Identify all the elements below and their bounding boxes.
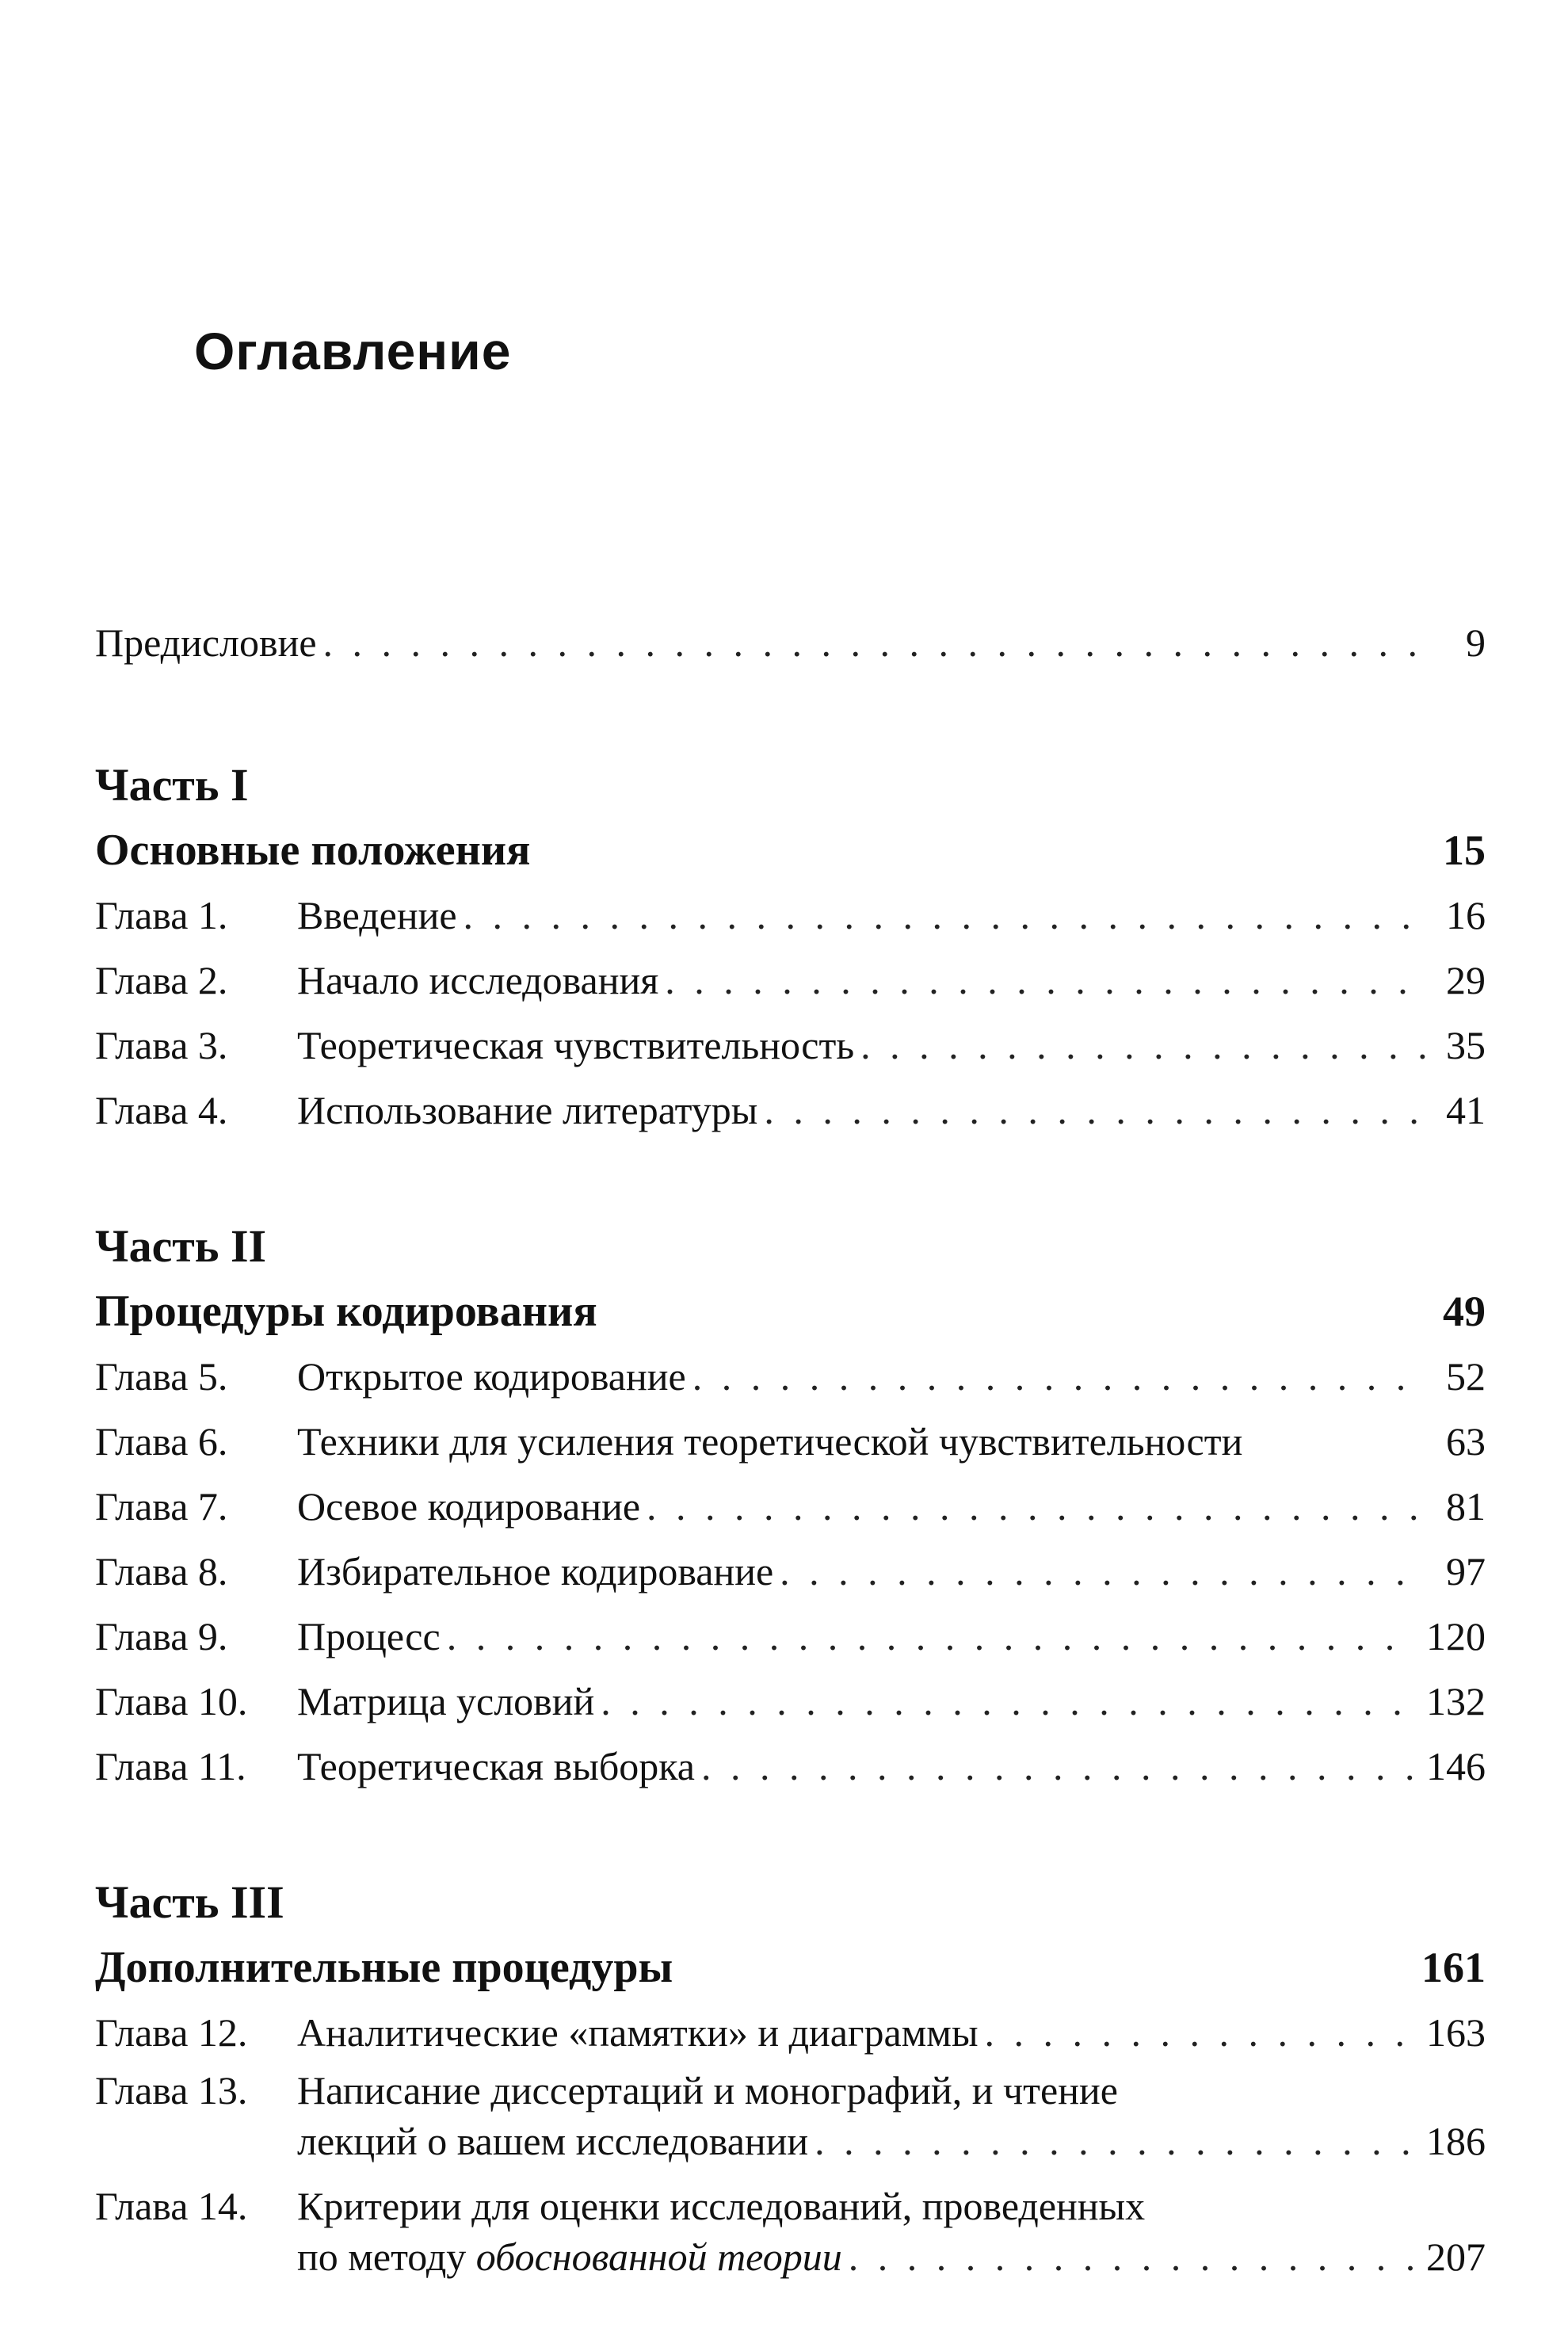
leader-dots [692,1344,1427,1409]
chapter-page: 41 [1446,1088,1486,1132]
leader-dots [601,1669,1415,1734]
leader-dots [849,2231,1415,2282]
toc-entry-chapter-10[interactable] [95,1669,1486,1734]
chapter-label: Глава 2. [95,958,228,1002]
leader-dots [860,1013,1427,1078]
chapter-title-line-2 [297,2231,842,2282]
chapter-label: Глава 8. [95,1549,228,1593]
part-2-heading: Часть II [95,1220,267,1272]
chapter-title: Техники для усиления теоретической чувствительности [297,1419,1243,1464]
chapter-title: Аналитические «памятки» и диаграммы [297,2010,979,2055]
toc-entry-chapter-11[interactable] [95,1734,1486,1799]
chapter-label: Глава 11. [95,1744,246,1788]
leader-dots [323,610,1427,675]
chapter-title: Начало исследования [297,958,659,1002]
chapter-label: Глава 9. [95,1614,228,1658]
toc-entry-chapter-8[interactable] [95,1539,1486,1604]
part-3-title: Дополнительные процедуры [95,1943,673,1992]
chapter-label: Глава 4. [95,1088,228,1132]
leader-dots [764,1078,1427,1143]
chapter-page: 81 [1446,1484,1486,1529]
toc-entry-chapter-4[interactable] [95,1078,1486,1143]
chapter-page: 35 [1446,1023,1486,1067]
part-1-heading: Часть I [95,759,249,811]
part-2-title: Процедуры кодирования [95,1287,597,1336]
chapter-page: 52 [1446,1354,1486,1399]
chapter-page: 163 [1426,2010,1486,2055]
toc-entry-chapter-1[interactable] [95,883,1486,948]
leader-dots [701,1734,1415,1799]
chapter-title: Открытое кодирование [297,1354,686,1399]
chapter-label: Глава 6. [95,1419,228,1464]
chapter-label: Глава 7. [95,1484,228,1529]
leader-dots [464,883,1427,948]
chapter-label: Глава 1. [95,893,228,937]
leader-dots [647,1474,1427,1539]
toc-entry-chapter-6[interactable] [95,1409,1486,1474]
part-1-page: 15 [1443,826,1486,874]
toc-entry-chapter-12[interactable] [95,2000,1486,2065]
chapter-label: Глава 14. [95,2184,248,2228]
chapter-title: Избирательное кодирование [297,1549,774,1593]
chapter-title: Матрица условий [297,1679,595,1723]
leader-dots [447,1604,1415,1669]
chapter-page: 16 [1446,893,1486,937]
chapter-page: 132 [1426,1679,1486,1723]
chapter-page: 146 [1426,1744,1486,1788]
preface-page: 9 [1466,620,1486,665]
leader-dots [780,1539,1427,1604]
leader-dots [985,2000,1415,2065]
toc-entry-part-3[interactable] [95,1935,1486,2000]
chapter-page: 207 [1426,2235,1486,2279]
table-of-contents [95,610,1486,2296]
chapter-title-line-1: Критерии для оценки исследований, проведенных [297,2184,1146,2228]
toc-entry-chapter-13[interactable] [95,2065,1486,2166]
page-title: Оглавление [194,322,512,380]
toc-entry-chapter-9[interactable] [95,1604,1486,1669]
chapter-title: Процесс [297,1614,441,1658]
leader-dots [665,948,1427,1013]
toc-entry-preface[interactable] [95,610,1486,675]
toc-entry-part-1[interactable] [95,818,1486,883]
chapter-title: Теоретическая чувствительность [297,1023,855,1067]
part-2-page: 49 [1443,1288,1486,1335]
toc-entry-chapter-5[interactable] [95,1344,1486,1409]
chapter-title: Теоретическая выборка [297,1744,696,1788]
toc-entry-chapter-2[interactable] [95,948,1486,1013]
chapter-label: Глава 13. [95,2068,248,2113]
toc-entry-part-2[interactable] [95,1279,1486,1344]
chapter-title: Введение [297,893,457,937]
chapter-title-line-2: лекций о вашем исследовании [297,2119,809,2163]
chapter-label: Глава 5. [95,1354,228,1399]
chapter-page: 120 [1426,1614,1486,1658]
chapter-page: 97 [1446,1549,1486,1593]
chapter-title-line-2-emphasis: обоснованной теории [475,2235,842,2279]
toc-entry-chapter-3[interactable] [95,1013,1486,1078]
preface-label: Предисловие [95,620,317,665]
chapter-label: Глава 10. [95,1679,248,1723]
toc-entry-chapter-7[interactable] [95,1474,1486,1539]
chapter-title-line-1: Написание диссертаций и монографий, и чтение [297,2068,1118,2113]
chapter-page: 63 [1446,1419,1486,1464]
chapter-title: Использование литературы [297,1088,758,1132]
chapter-title-line-2-prefix: по методу [297,2235,476,2279]
chapter-page: 186 [1426,2119,1486,2163]
leader-dots [815,2116,1415,2166]
part-1-title: Основные положения [95,826,531,875]
chapter-page: 29 [1446,958,1486,1002]
chapter-label: Глава 12. [95,2010,248,2055]
part-3-page: 161 [1421,1944,1486,1991]
toc-entry-chapter-14[interactable] [95,2181,1486,2282]
chapter-title: Осевое кодирование [297,1484,641,1529]
part-3-heading: Часть III [95,1876,284,1928]
chapter-label: Глава 3. [95,1023,228,1067]
